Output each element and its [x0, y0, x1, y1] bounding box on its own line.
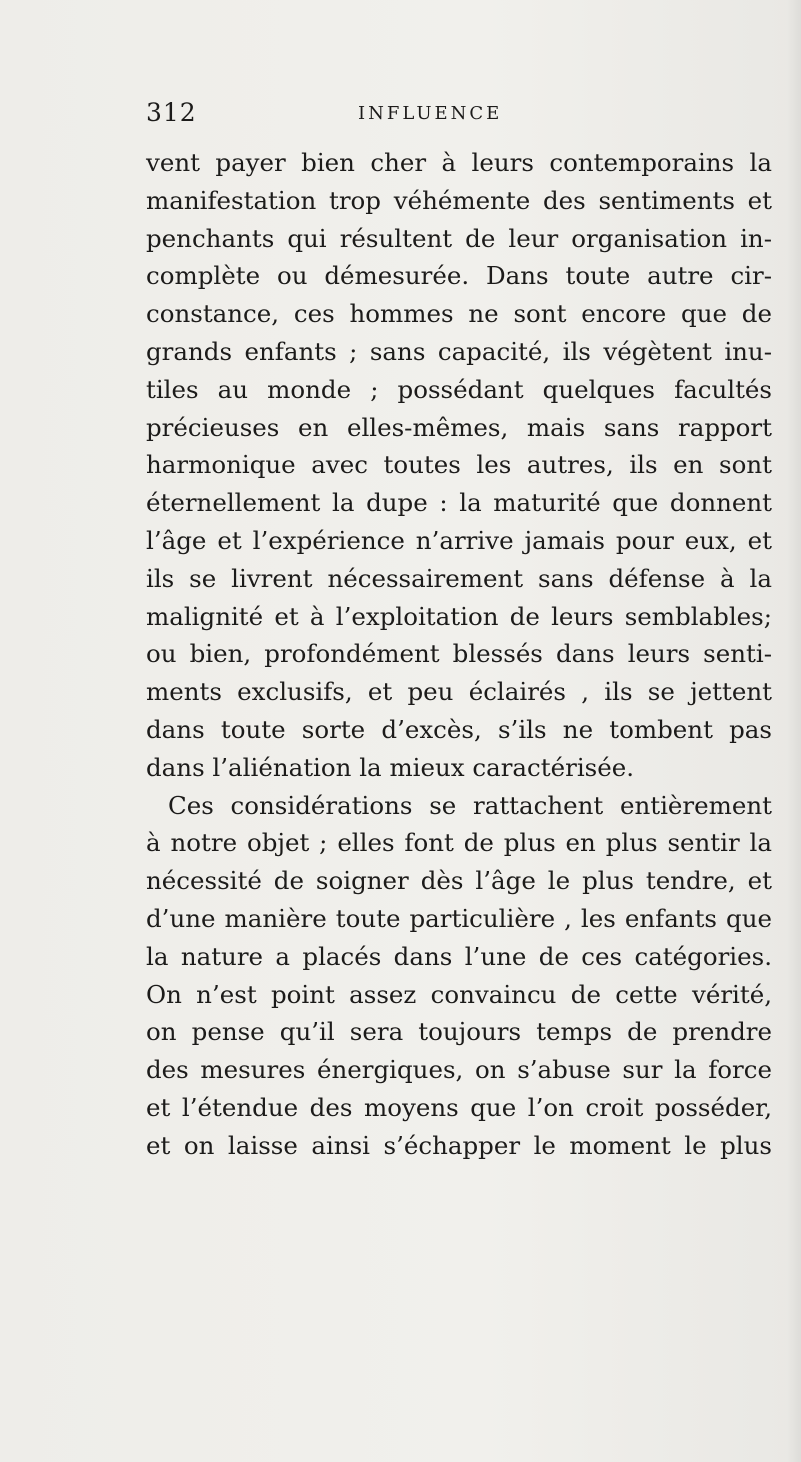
text-line: ments exclusifs, et peu éclairés , ils se jettent [146, 677, 772, 707]
text-line: à notre objet ; elles font de plus en plus sentir la [146, 828, 772, 858]
text-line: grands enfants ; sans capacité, ils végètent inu- [146, 336, 772, 366]
text-line: et l’étendue des moyens que l’on croit posséder, [146, 1092, 772, 1122]
text-line: et on laisse ainsi s’échapper le moment le plus [146, 1130, 772, 1160]
text-line: ou bien, profondément blessés dans leurs senti- [146, 639, 772, 669]
text-line: vent payer bien cher à leurs contemporains la [146, 148, 772, 177]
text-line: d’une manière toute particulière , les enfants que [146, 903, 772, 933]
text-line: des mesures énergiques, on s’abuse sur la force [146, 1055, 772, 1085]
text-line: précieuses en elles-mêmes, mais sans rapport [146, 412, 772, 442]
text-line: dans toute sorte d’excès, s’ils ne tombent pas [146, 714, 772, 744]
text-line: tiles au monde ; possédant quelques facultés [146, 374, 772, 404]
running-head: INFLUENCE [358, 103, 503, 124]
page-number: 312 [146, 98, 197, 127]
text-line: éternellement la dupe : la maturité que donnent [146, 488, 772, 518]
text-line: Ces considérations se rattachent entièrement [168, 790, 772, 820]
text-line: harmonique avec toutes les autres, ils en sont [146, 450, 772, 480]
text-line: l’âge et l’expérience n’arrive jamais pour eux, et [146, 525, 772, 555]
text-line: ils se livrent nécessairement sans défense à la [146, 563, 772, 593]
text-line: On n’est point assez convaincu de cette vérité, [146, 979, 772, 1009]
text-line: la nature a placés dans l’une de ces catégories. [146, 941, 772, 971]
text-line: manifestation trop véhémente des sentiments et [146, 185, 772, 215]
page-header [146, 98, 746, 132]
text-line: malignité et à l’exploitation de leurs semblables; [146, 601, 772, 631]
text-line: complète ou démesurée. Dans toute autre cir- [146, 261, 772, 291]
text-line: dans l’aliénation la mieux caractérisée. [146, 752, 635, 782]
body-text [146, 144, 772, 1165]
text-line: nécessité de soigner dès l’âge le plus tendre, et [146, 866, 772, 896]
text-line: on pense qu’il sera toujours temps de prendre [146, 1017, 772, 1047]
text-line: constance, ces hommes ne sont encore que de [146, 299, 772, 329]
text-line: penchants qui résultent de leur organisation in- [146, 223, 772, 253]
page-edge-shadow [787, 0, 801, 1462]
